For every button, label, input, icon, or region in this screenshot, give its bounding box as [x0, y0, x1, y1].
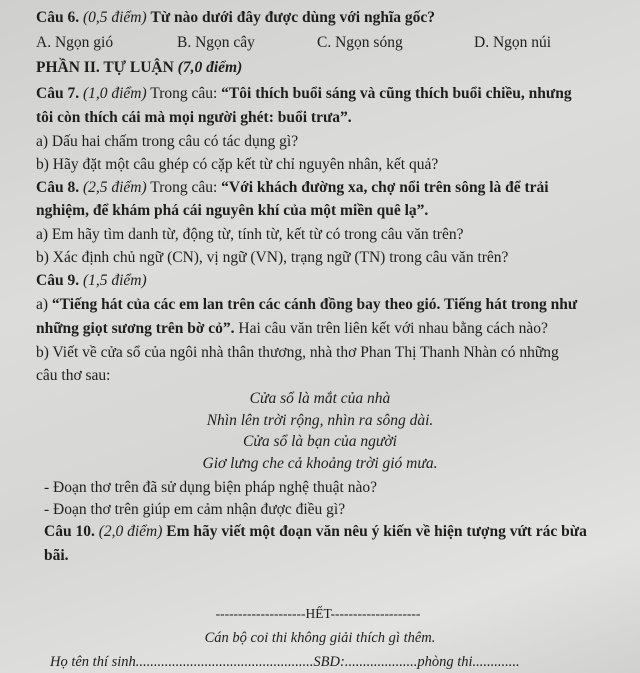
question-points: (1,5 điểm) [82, 272, 147, 289]
question-9a-cont [36, 319, 548, 339]
question-7a: a) Dấu hai chấm trong câu có tác dụng gì? [36, 133, 299, 150]
item-prefix: a) [36, 296, 49, 313]
question-points: (1,0 điểm) [82, 85, 147, 102]
option-a: A. Ngọn gió [36, 34, 114, 51]
part-title: PHẦN II. TỰ LUẬN [36, 59, 174, 76]
question-7 [36, 84, 572, 104]
question-label: Câu 7. [36, 85, 80, 102]
question-8b: b) Xác định chủ ngữ (CN), vị ngữ (VN), trạng ngữ (TN) trong câu văn trên? [36, 249, 509, 266]
question-9-sub1: - Đoạn thơ trên đã sử dụng biện pháp nghệ thuật nào? [44, 479, 377, 496]
question-points: (0,5 điểm) [82, 9, 147, 26]
option-c: C. Ngọn sóng [317, 34, 403, 51]
question-label: Câu 10. [44, 523, 95, 540]
quote-line: “Với khách đường xa, chợ nổi trên sông là để trải [221, 179, 549, 196]
end-marker: --------------------HẾT-------------------- [215, 606, 421, 621]
question-8a: a) Em hãy tìm danh từ, động từ, tính từ, kết từ có trong câu văn trên? [36, 226, 464, 243]
question-label: Câu 9. [36, 272, 80, 289]
question-label: Câu 6. [36, 9, 80, 26]
question-label: Câu 8. [36, 179, 80, 196]
quote-line: những giọt sương trên bờ cỏ”. [36, 320, 235, 337]
question-points: (2,5 điểm) [82, 179, 147, 196]
quote-line: nghiệm, để khám phá cái nguyên khí của một miền quê lạ”. [36, 202, 429, 219]
poem-line: Cửa sổ là bạn của người [243, 433, 397, 450]
quote-line: “Tiếng hát của các em lan trên các cánh đồng bay theo gió. Tiếng hát trong như [51, 296, 578, 313]
question-9b-cont: câu thơ sau: [36, 367, 111, 384]
question-7b: b) Hãy đặt một câu ghép có cặp kết từ chỉ nguyên nhân, kết quả? [36, 156, 439, 173]
candidate-info-line: Họ tên thí sinh.................................................SBD:....................phòng thi............. [50, 654, 520, 670]
part-points: (7,0 điểm) [177, 59, 243, 76]
question-text: Hai câu văn trên liên kết với nhau bằng cách nào? [238, 320, 548, 337]
question-points: (2,0 điểm) [98, 523, 163, 540]
poem-line: Giơ lưng che cả khoảng trời gió mưa. [202, 455, 438, 472]
question-text: Từ nào dưới đây được dùng với nghĩa gốc? [150, 9, 436, 26]
invigilator-note: Cán bộ coi thi không giải thích gì thêm. [204, 630, 436, 646]
question-9 [36, 271, 147, 291]
poem-line: Cửa sổ là mắt của nhà [249, 390, 391, 407]
question-text: Em hãy viết một đoạn văn nêu ý kiến về hiện tượng vứt rác bừa [166, 523, 587, 540]
question-9a [36, 295, 577, 315]
option-d: D. Ngọn núi [474, 34, 552, 51]
part-2-heading [36, 58, 242, 78]
quote-line: “Tôi thích buổi sáng và cũng thích buổi chiều, nhưng [221, 85, 572, 102]
question-8 [36, 178, 549, 198]
question-intro: Trong câu: [150, 179, 218, 196]
poem-line: Nhìn lên trời rộng, nhìn ra sông dài. [206, 412, 434, 429]
option-b: B. Ngọn cây [177, 34, 255, 51]
question-9b: b) Viết về cửa sổ của ngôi nhà thân thương, nhà thơ Phan Thị Thanh Nhàn có những [36, 344, 559, 361]
question-10 [44, 522, 587, 542]
question-10-cont: bãi. [44, 547, 69, 564]
quote-line: tôi còn thích cái mà mọi người ghét: buổi trưa”. [36, 109, 352, 126]
question-intro: Trong câu: [150, 85, 218, 102]
question-6 [36, 8, 435, 28]
question-9-sub2: - Đoạn thơ trên giúp em cảm nhận được điều gì? [44, 501, 346, 518]
